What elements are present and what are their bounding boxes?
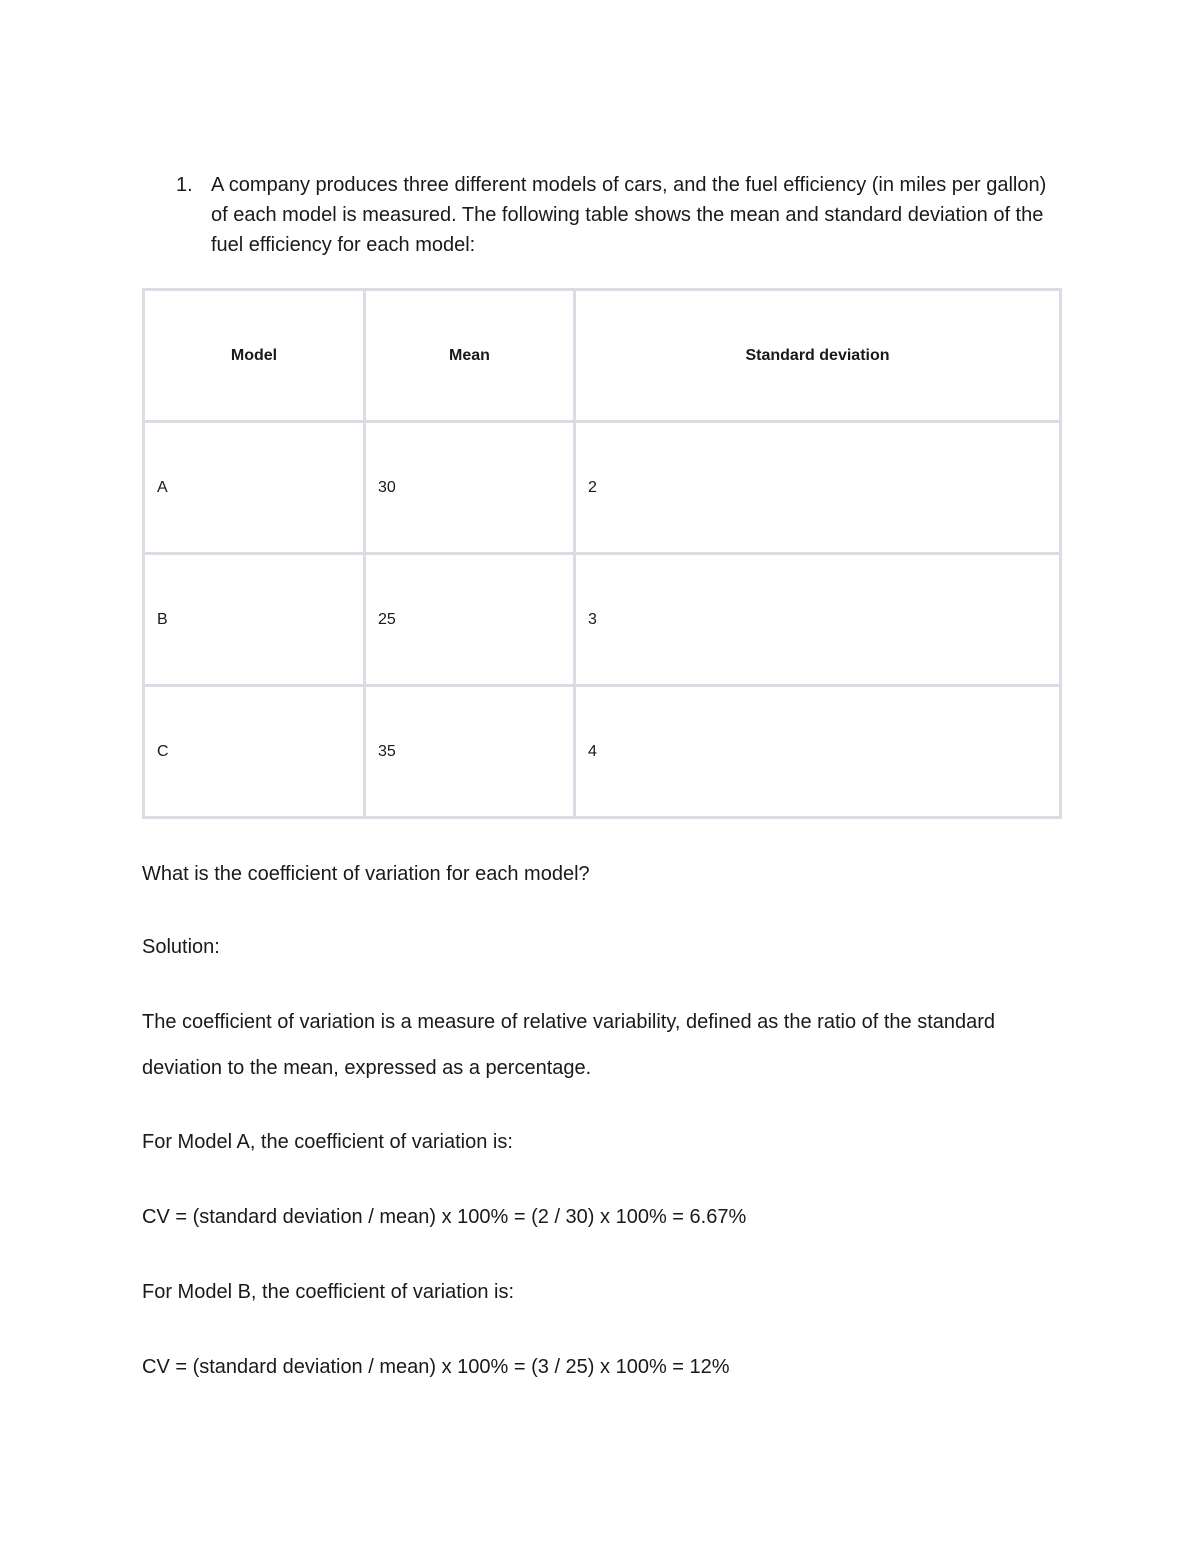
cell-standard-deviation: 2 <box>575 422 1061 554</box>
solution-label: Solution: <box>142 936 220 958</box>
cell-standard-deviation: 3 <box>575 554 1061 686</box>
table-row <box>144 686 1061 818</box>
cell-mean: 30 <box>365 422 575 554</box>
question-number: 1. <box>176 174 193 196</box>
model-a-formula: CV = (standard deviation / mean) x 100% = (2 / 30) x 100% = 6.67% <box>142 1206 747 1228</box>
cell-model: C <box>144 686 365 818</box>
model-a-intro: For Model A, the coefficient of variation is: <box>142 1131 513 1153</box>
table-row <box>144 554 1061 686</box>
header-standard-deviation: Standard deviation <box>575 290 1061 422</box>
question-item <box>176 170 1056 260</box>
header-model: Model <box>144 290 365 422</box>
cell-standard-deviation: 4 <box>575 686 1061 818</box>
model-b-formula: CV = (standard deviation / mean) x 100% = (3 / 25) x 100% = 12% <box>142 1356 730 1378</box>
cell-model: B <box>144 554 365 686</box>
table-header-row <box>144 290 1061 422</box>
question-text: A company produces three different models of cars, and the fuel efficiency (in miles per gallon) of each model is measured. The following table shows the mean and standard deviation of the fuel efficiency for each model: <box>211 174 1047 256</box>
cell-mean: 35 <box>365 686 575 818</box>
cell-model: A <box>144 422 365 554</box>
question-prompt: What is the coefficient of variation for each model? <box>142 863 590 885</box>
fuel-efficiency-table <box>142 288 1062 819</box>
definition-paragraph: The coefficient of variation is a measure of relative variability, defined as the ratio of the standard deviation to the mean, expressed as a percentage. <box>142 1011 996 1079</box>
header-mean: Mean <box>365 290 575 422</box>
table-row <box>144 422 1061 554</box>
model-b-intro: For Model B, the coefficient of variation is: <box>142 1281 515 1303</box>
cell-mean: 25 <box>365 554 575 686</box>
